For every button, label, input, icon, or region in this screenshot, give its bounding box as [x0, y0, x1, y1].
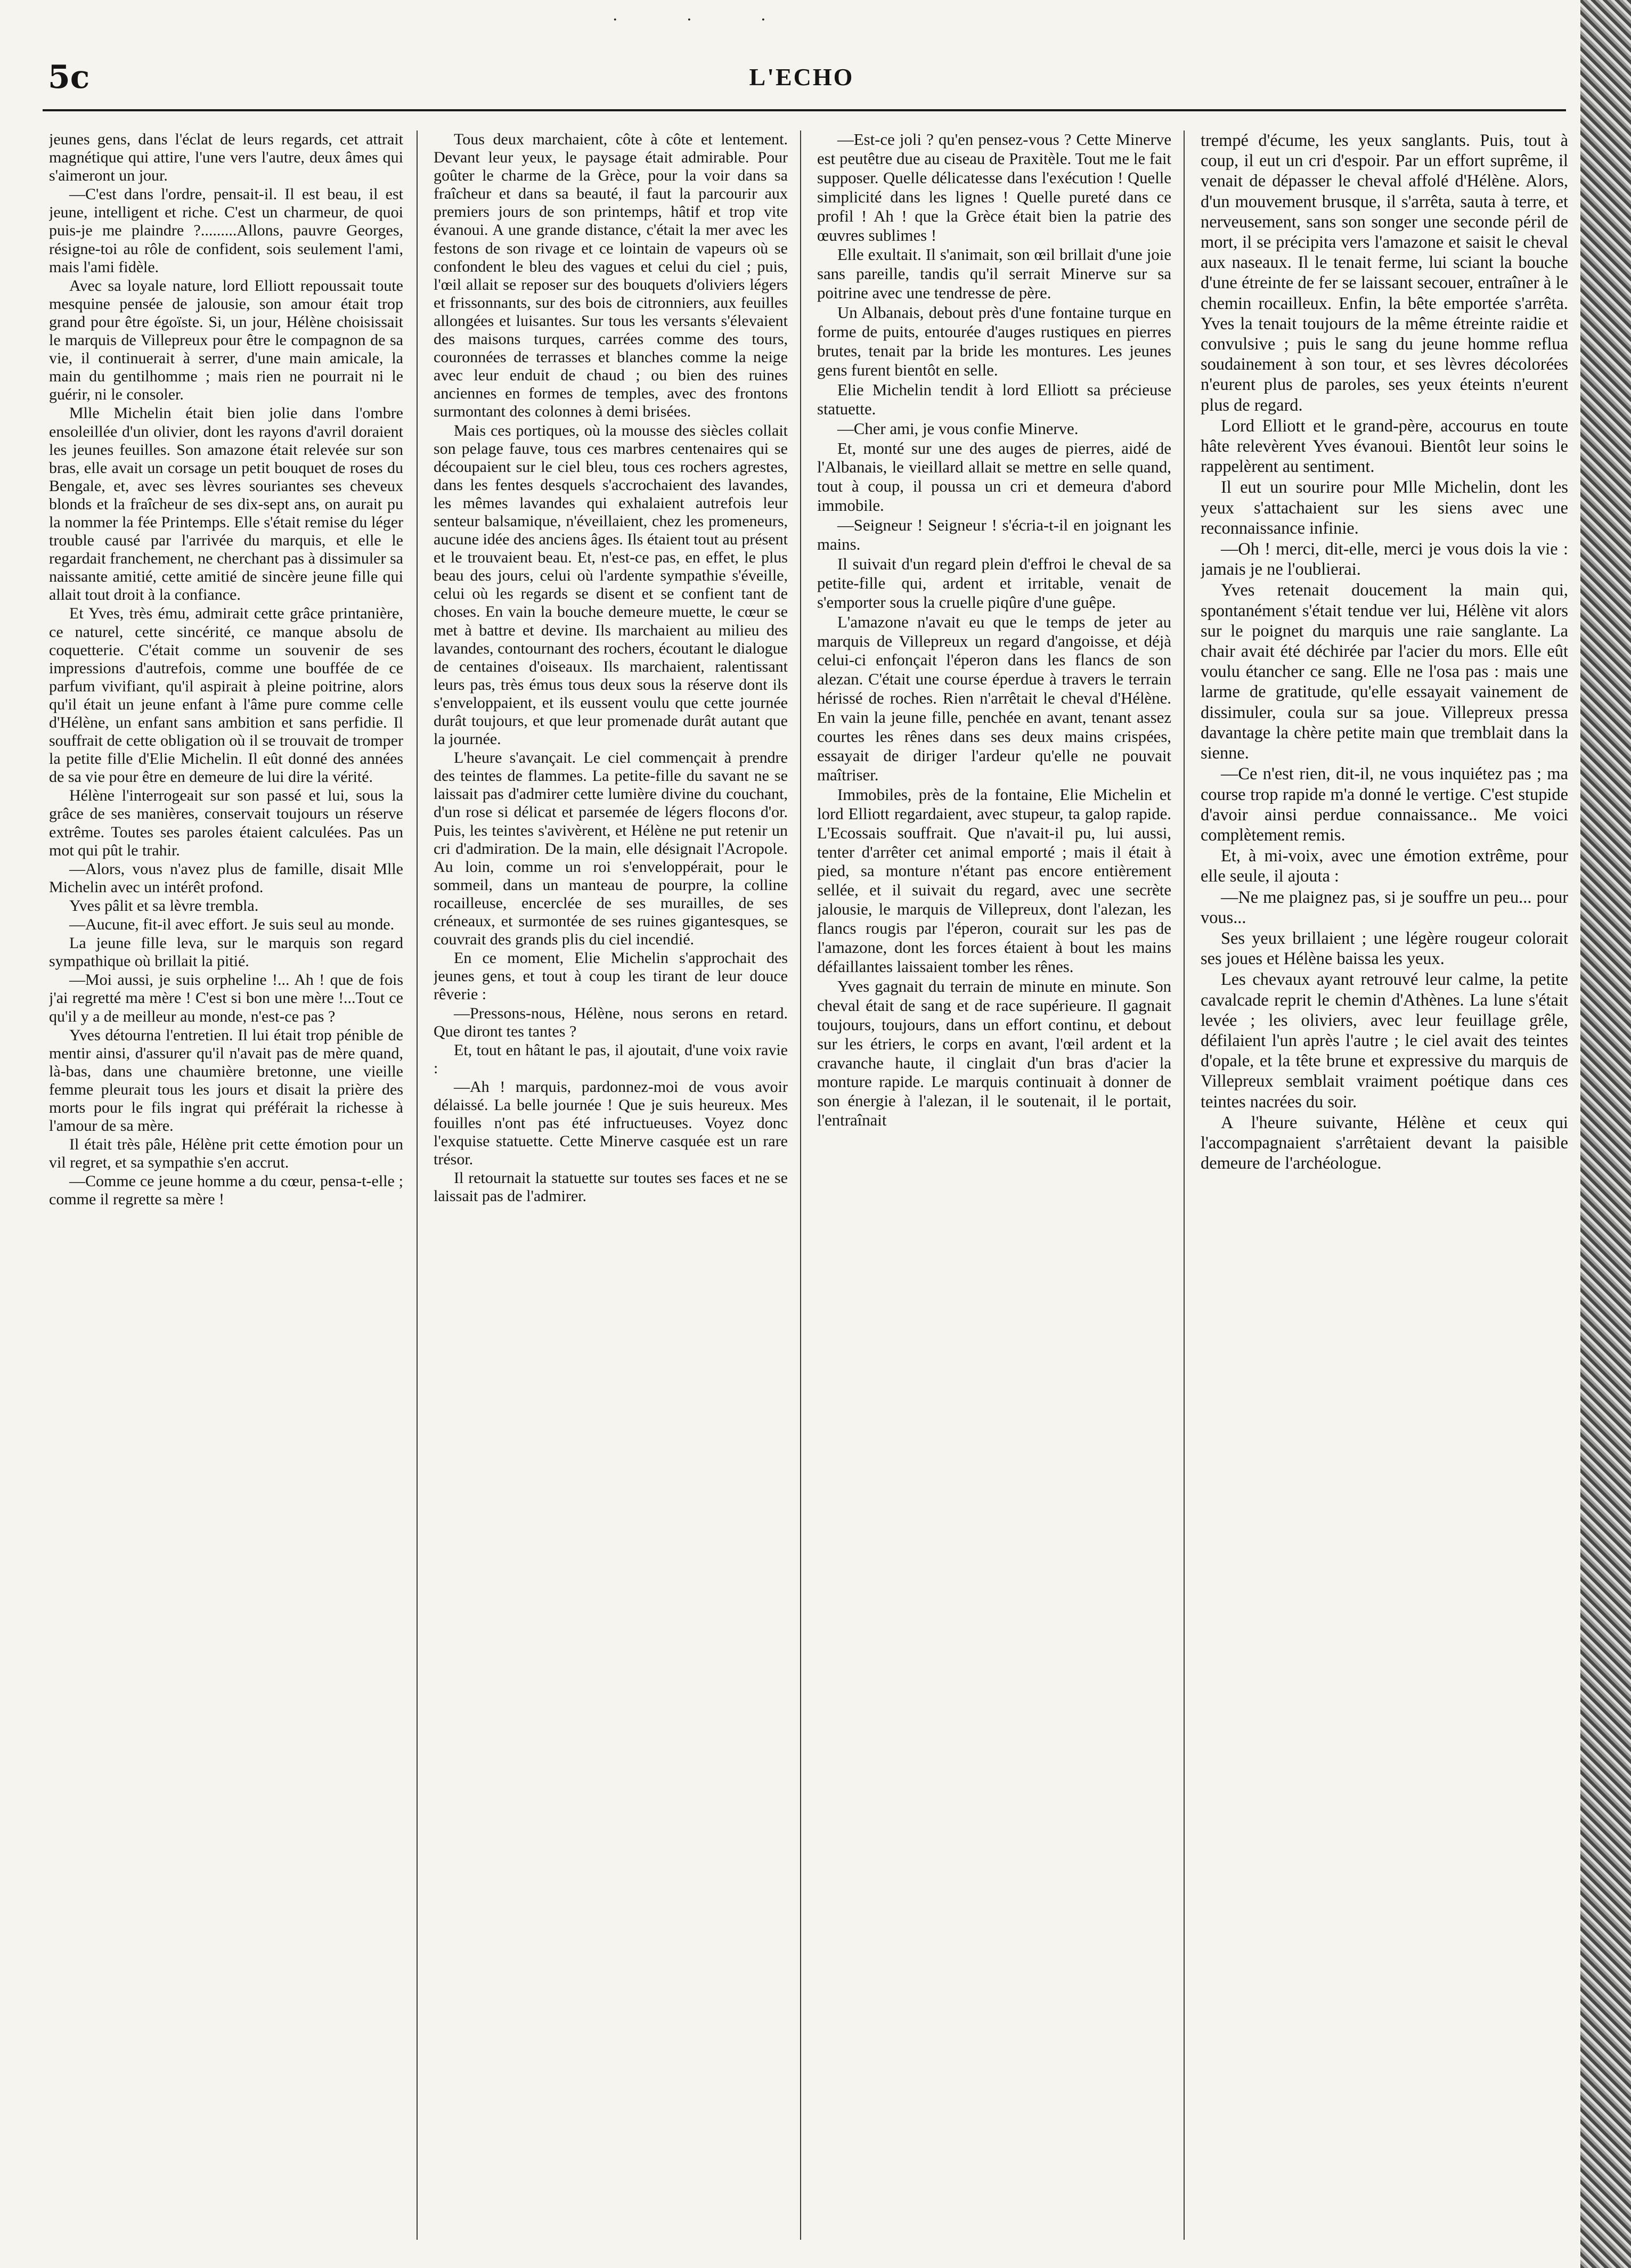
paragraph: Yves pâlit et sa lèvre trembla.: [69, 896, 259, 915]
paragraph: Ses yeux brillaient ; une légère rougeur colorait ses joues et Hélène baissa les yeux.: [1201, 928, 1568, 969]
header-rule: [43, 109, 1566, 111]
paragraph: Il suivait d'un regard plein d'effroi le cheval de sa petite-fille qui, ardent et irritable, venait de s'emporter sous la cruelle piqûre d'une guêpe.: [817, 554, 1171, 611]
paragraph: jeunes gens, dans l'éclat de leurs regards, cet attrait magnétique qui attire, l'une vers l'autre, deux âmes qui s'aimeront un jour.: [49, 130, 403, 185]
paragraph: A l'heure suivante, Hélène et ceux qui l'accompagnaient s'arrêtaient devant la paisible demeure de l'archéologue.: [1201, 1113, 1568, 1173]
paragraph: —Oh ! merci, dit-elle, merci je vous dois la vie : jamais je ne l'oublierai.: [1201, 540, 1568, 580]
paragraph: —Moi aussi, je suis orpheline !... Ah ! que de fois j'ai regretté ma mère ! C'est si bon une mère !...Tout ce qu'il y a de meilleur au monde, n'est-ce pas ?: [49, 971, 403, 1025]
page-number: 5c: [48, 59, 90, 96]
paragraph: Hélène l'interrogeait sur son passé et lui, sous la grâce de ses manières, conservait toujours un réserve extrême. Toutes ses paroles étaient calculées. Pas un mot qui pût le trahir.: [49, 787, 403, 859]
paragraph: Et, à mi-voix, avec une émotion extrême, pour elle seule, il ajouta :: [1201, 846, 1568, 886]
column-divider: [800, 130, 801, 2240]
paragraph: Elie Michelin tendit à lord Elliott sa précieuse statuette.: [817, 380, 1171, 418]
paragraph: —Seigneur ! Seigneur ! s'écria-t-il en joignant les mains.: [817, 516, 1171, 554]
paragraph: En ce moment, Elie Michelin s'approchait des jeunes gens, et tout à coup les tirant de leur douce rêverie :: [434, 949, 788, 1004]
page-edge-binding: [1580, 0, 1631, 2268]
paragraph: L'heure s'avançait. Le ciel commençait à prendre des teintes de flammes. La petite-fille du savant ne se laissait pas d'admirer cette lumière divine du couchant, d'un rose si délicat et parsemée de légers flocons d'or. Puis, les teintes s'avivèrent, et Hélène ne put retenir un cri d'admiration. De la main, elle désignait l'Acropole. Au loin, comme un roi s'enveloppérait, pour le sommeil, dans un manteau de pourpre, la colline rocailleuse, encerclée de ses murailles, de ses créneaux, et surmontée de ses ruines gigantesques, se couvrait des grands plis du ciel incendié.: [434, 749, 788, 949]
paragraph: Mais ces portiques, où la mousse des siècles collait son pelage fauve, tous ces marbres centenaires qui se découpaient sur le ciel bleu, tous ces rochers agrestes, dans les fentes desquels s'accrochaient des lavandes, les mêmes lavandes qui exhalaient autrefois leur senteur balsamique, n'éveillaient, chez les promeneurs, aucune idée des anciens âges. Ils étaient tout au présent et le trouvaient beau. Et, n'est-ce pas, en effet, le plus beau des jours, celui où l'ardente sympathie s'éveille, celui où les regards se disent et se confient tant de choses. En vain la bouche demeure muette, le cœur se met à battre et devine. Ils marchaient au milieu des lavandes, contournant des rochers, écoutant le dialogue de centaines d'oiseaux. Ils marchaient, ralentissant leurs pas, très émus tous deux sous la réserve dont ils s'enveloppaient, et ils eussent voulu que cette journée durât toujours, et que leur promenade durât autant que la journée.: [434, 421, 788, 748]
paragraph: L'amazone n'avait eu que le temps de jeter au marquis de Villepreux un regard d'angoisse, et déjà celui-ci enfonçait l'éperon dans les flancs de son alezan. C'était une course éperdue à travers le terrain hérissé de roches. Rien n'arrêtait le cheval d'Hélène. En vain la jeune fille, penchée en avant, tenant assez courtes les rênes dans ses deux mains crispées, essayait de diriger l'ardeur qu'elle ne pouvait maîtriser.: [817, 613, 1171, 784]
paragraph: —Comme ce jeune homme a du cœur, pensa-t-elle ; comme il regrette sa mère !: [49, 1172, 403, 1209]
paragraph: —Alors, vous n'avez plus de famille, disait Mlle Michelin avec un intérêt profond.: [49, 860, 403, 896]
paragraph: —Cher ami, je vous confie Minerve.: [837, 419, 1079, 438]
column-4: [1201, 130, 1568, 2240]
paragraph: La jeune fille leva, sur le marquis son regard sympathique où brillait la pitié.: [49, 934, 403, 970]
paragraph: Tous deux marchaient, côte à côte et lentement. Devant leur yeux, le paysage était admirable. Pour goûter le charme de la Grèce, pour la voir dans sa fraîcheur et dans sa beauté, il faut la parcourir aux premiers jours de son printemps, hâtif et trop vite évanoui. A une grande distance, c'était la mer avec les festons de son rivage et ce lointain de vapeurs où se confondent le bleu des vagues et celui du ciel ; puis, l'œil allait se reposer sur des bouquets d'oliviers légers et frissonnants, sur des bois de citronniers, aux feuilles allongées et luisantes. Sur tous les versants s'élevaient des maisons turques, carrées comme des tours, couronnées de terrasses et blanches comme la neige avec leur enduit de chaud ; ou bien des ruines anciennes en formes de temples, avec des frontons surmontant des colonnes à demi brisées.: [434, 130, 788, 421]
column-1: [49, 130, 403, 2240]
paragraph: Et, monté sur une des auges de pierres, aidé de l'Albanais, le vieillard allait se mettre en selle quand, tout à coup, il poussa un cri et demeura d'abord immobile.: [817, 439, 1171, 515]
column-divider: [417, 130, 418, 2240]
paragraph: —Ne me plaignez pas, si je souffre un peu... pour vous...: [1201, 887, 1568, 927]
paragraph: Yves gagnait du terrain de minute en minute. Son cheval était de sang et de race supérieure. Il gagnait toujours, toujours, dans un effort continu, et debout sur les étriers, le corps en avant, l'œil ardent et la cravanche haute, il cinglait d'un bras d'acier la monture rapide. Le marquis continuait à donner de son énergie à l'alezan, il le soutenait, il le portait, l'entraînait: [817, 977, 1171, 1130]
paragraph: trempé d'écume, les yeux sanglants. Puis, tout à coup, il eut un cri d'espoir. Par un effort suprême, il venait de dépasser le cheval affolé d'Hélène. Alors, d'un mouvement brusque, il s'arrêta, sauta à terre, et nerveusement, sans son songer une seconde péril de mort, il se précipita vers l'amazone et saisit le cheval aux naseaux. Il le tenait ferme, lui sciant la bouche d'une étreinte de fer se laissant secouer, entraîner à le chemin rocailleux. Enfin, la bête emportée s'arrêta. Yves la tenait toujours de la même étreinte raidie et convulsive ; puis le sang du jeune homme reflua soudainement à son tour, et ses lèvres décolorées n'eurent plus de paroles, ses yeux éteints n'eurent plus de regard.: [1201, 131, 1568, 415]
paragraph: Yves détourna l'entretien. Il lui était trop pénible de mentir ainsi, d'assurer qu'il n'avait pas de mère quand, là-bas, dans une chaumière bretonne, une vieille femme pleurait tous les jours et disait la prière des morts pour le fils ingrat qui préférait la richesse à l'amour de sa mère.: [49, 1026, 403, 1135]
paragraph: Lord Elliott et le grand-père, accourus en toute hâte relevèrent Yves évanoui. Bientôt leur soins le rappelèrent au sentiment.: [1201, 416, 1568, 477]
paragraph: Il retournait la statuette sur toutes ses faces et ne se laissait pas de l'admirer.: [434, 1169, 788, 1205]
paragraph: Les chevaux ayant retrouvé leur calme, la petite cavalcade reprit le chemin d'Athènes. La lune s'était levée ; les oliviers, avec leur feuillage grêle, défilaient l'un après l'autre ; le ciel avait des teintes d'opale, et la tête brune et expressive du marquis de Villepreux semblait vraiment poétique dans ces teintes nacrées du soir.: [1201, 970, 1568, 1112]
paragraph: Yves retenait doucement la main qui, spontanément s'était tendue ver lui, Hélène vit alors sur le poignet du marquis une raie sanglante. La chair avait été déchirée par l'acier du mors. Elle eût voulu étancher ce sang. Elle ne l'osa pas : mais une larme de gratitude, qu'elle essayait vainement de dissimuler, coula sur sa joue. Villepreux pressa davantage la chère petite main que tremblait dans la sienne.: [1201, 581, 1568, 763]
paragraph: —Pressons-nous, Hélène, nous serons en retard. Que diront tes tantes ?: [434, 1004, 788, 1040]
journal-title: L'ECHO: [749, 63, 854, 91]
paragraph: —Aucune, fit-il avec effort. Je suis seul au monde.: [69, 916, 395, 934]
paragraph: Immobiles, près de la fontaine, Elie Michelin et lord Elliott regardaient, avec stupeur, ta galop rapide. L'Ecossais souffrait. Que n'avait-il pu, lui aussi, tenter d'arrêter cet animal emporté ; mais il était à pied, sa monture n'étant pas encore entièrement sellée, et il suivait du regard, avec une secrète jalousie, le marquis de Villepreux, dont l'alezan, les flancs rougis par l'éperon, courait sur les pas de l'amazone, dont les forces étaient à bout les mains défaillantes laissaient tomber les rênes.: [817, 785, 1171, 976]
paragraph: Elle exultait. Il s'animait, son œil brillait d'une joie sans pareille, tandis qu'il serrait Minerve sur sa poitrine avec une tendresse de père.: [817, 246, 1171, 303]
column-3: [817, 130, 1171, 2240]
page-header: [43, 59, 1561, 107]
paragraph: —Ce n'est rien, dit-il, ne vous inquiétez pas ; ma course trop rapide m'a donné le vertige. C'est stupide d'avoir ainsi perdue connaissance.. Me voici complètement remis.: [1201, 764, 1568, 845]
paragraph: Avec sa loyale nature, lord Elliott repoussait toute mesquine pensée de jalousie, son amour était trop grand pour être égoïste. Si, un jour, Hélène choisissait le marquis de Villepreux pour être le compagnon de sa vie, il continuerait à serrer, d'une main amicale, la main du gentilhomme ; mais rien ne pourrait ni le guérir, ni le consoler.: [49, 276, 403, 404]
column-2: [434, 130, 788, 2240]
paragraph: —C'est dans l'ordre, pensait-il. Il est beau, il est jeune, intelligent et riche. C'est un charmeur, de quoi puis-je me plaindre ?.........Allons, pauvre Georges, résigne-toi au rôle de confident, sois seulement l'ami, mais l'ami fidèle.: [49, 185, 403, 276]
column-divider: [1184, 130, 1185, 2240]
print-specks: · · ·: [613, 11, 798, 29]
paragraph: Il était très pâle, Hélène prit cette émotion pour un vil regret, et sa sympathie s'en accrut.: [49, 1136, 403, 1172]
paragraph: Et, tout en hâtant le pas, il ajoutait, d'une voix ravie :: [434, 1041, 788, 1077]
paragraph: —Ah ! marquis, pardonnez-moi de vous avoir délaissé. La belle journée ! Que je suis heureux. Mes fouilles n'ont pas été infructueuses. Voyez donc l'exquise statuette. Cette Minerve casquée est un rare trésor.: [434, 1078, 788, 1169]
paragraph: Un Albanais, debout près d'une fontaine turque en forme de puits, entourée d'auges rustiques en pierres brutes, tenait par la bride les montures. Les jeunes gens furent bientôt en selle.: [817, 304, 1171, 379]
paragraph: —Est-ce joli ? qu'en pensez-vous ? Cette Minerve est peutêtre due au ciseau de Praxitèle. Tout me le fait supposer. Quelle délicatesse dans l'exécution ! Quelle simplicité dans les lignes ! Quelle pureté dans ce profil ! Ah ! que la Grèce était bien la patrie des œuvres sublimes !: [817, 130, 1171, 244]
paragraph: Mlle Michelin était bien jolie dans l'ombre ensoleillée d'un olivier, dont les rayons d'avril doraient les jeunes feuilles. Son amazone était relevée sur son bras, elle avait un corsage un petit bouquet de roses du Bengale, et, avec ses lèvres souriantes ses cheveux blonds et la fraîcheur de ses dix-sept ans, on aurait pu la nommer la fée Printemps. Elle s'était remise du léger trouble causé par l'arrivée du marquis, et elle le regardait franchement, ne cherchant pas à dissimuler sa naissante amitié, cette amitié de sincère jeune fille qui allait tout droit à la confiance.: [49, 404, 403, 604]
paragraph: Et Yves, très ému, admirait cette grâce printanière, ce naturel, cette sincérité, ce manque absolu de coquetterie. C'était comme un souvenir de ses impressions d'autrefois, comme une bouffée de ce parfum vivifiant, qu'il aspirait à pleine poitrine, alors qu'il était un jeune enfant à l'âme pure comme celle d'Hélène, un enfant sans ambition et sans perfidie. Il souffrait de cette obligation où il se trouvait de tromper la petite fille d'Elie Michelin. Il eût donné des années de sa vie pour être en demeure de lui dire la vérité.: [49, 605, 403, 786]
paragraph: Il eut un sourire pour Mlle Michelin, dont les yeux s'attachaient sur les siens avec une reconnaissance infinie.: [1201, 478, 1568, 538]
article-columns: [49, 130, 1578, 2240]
